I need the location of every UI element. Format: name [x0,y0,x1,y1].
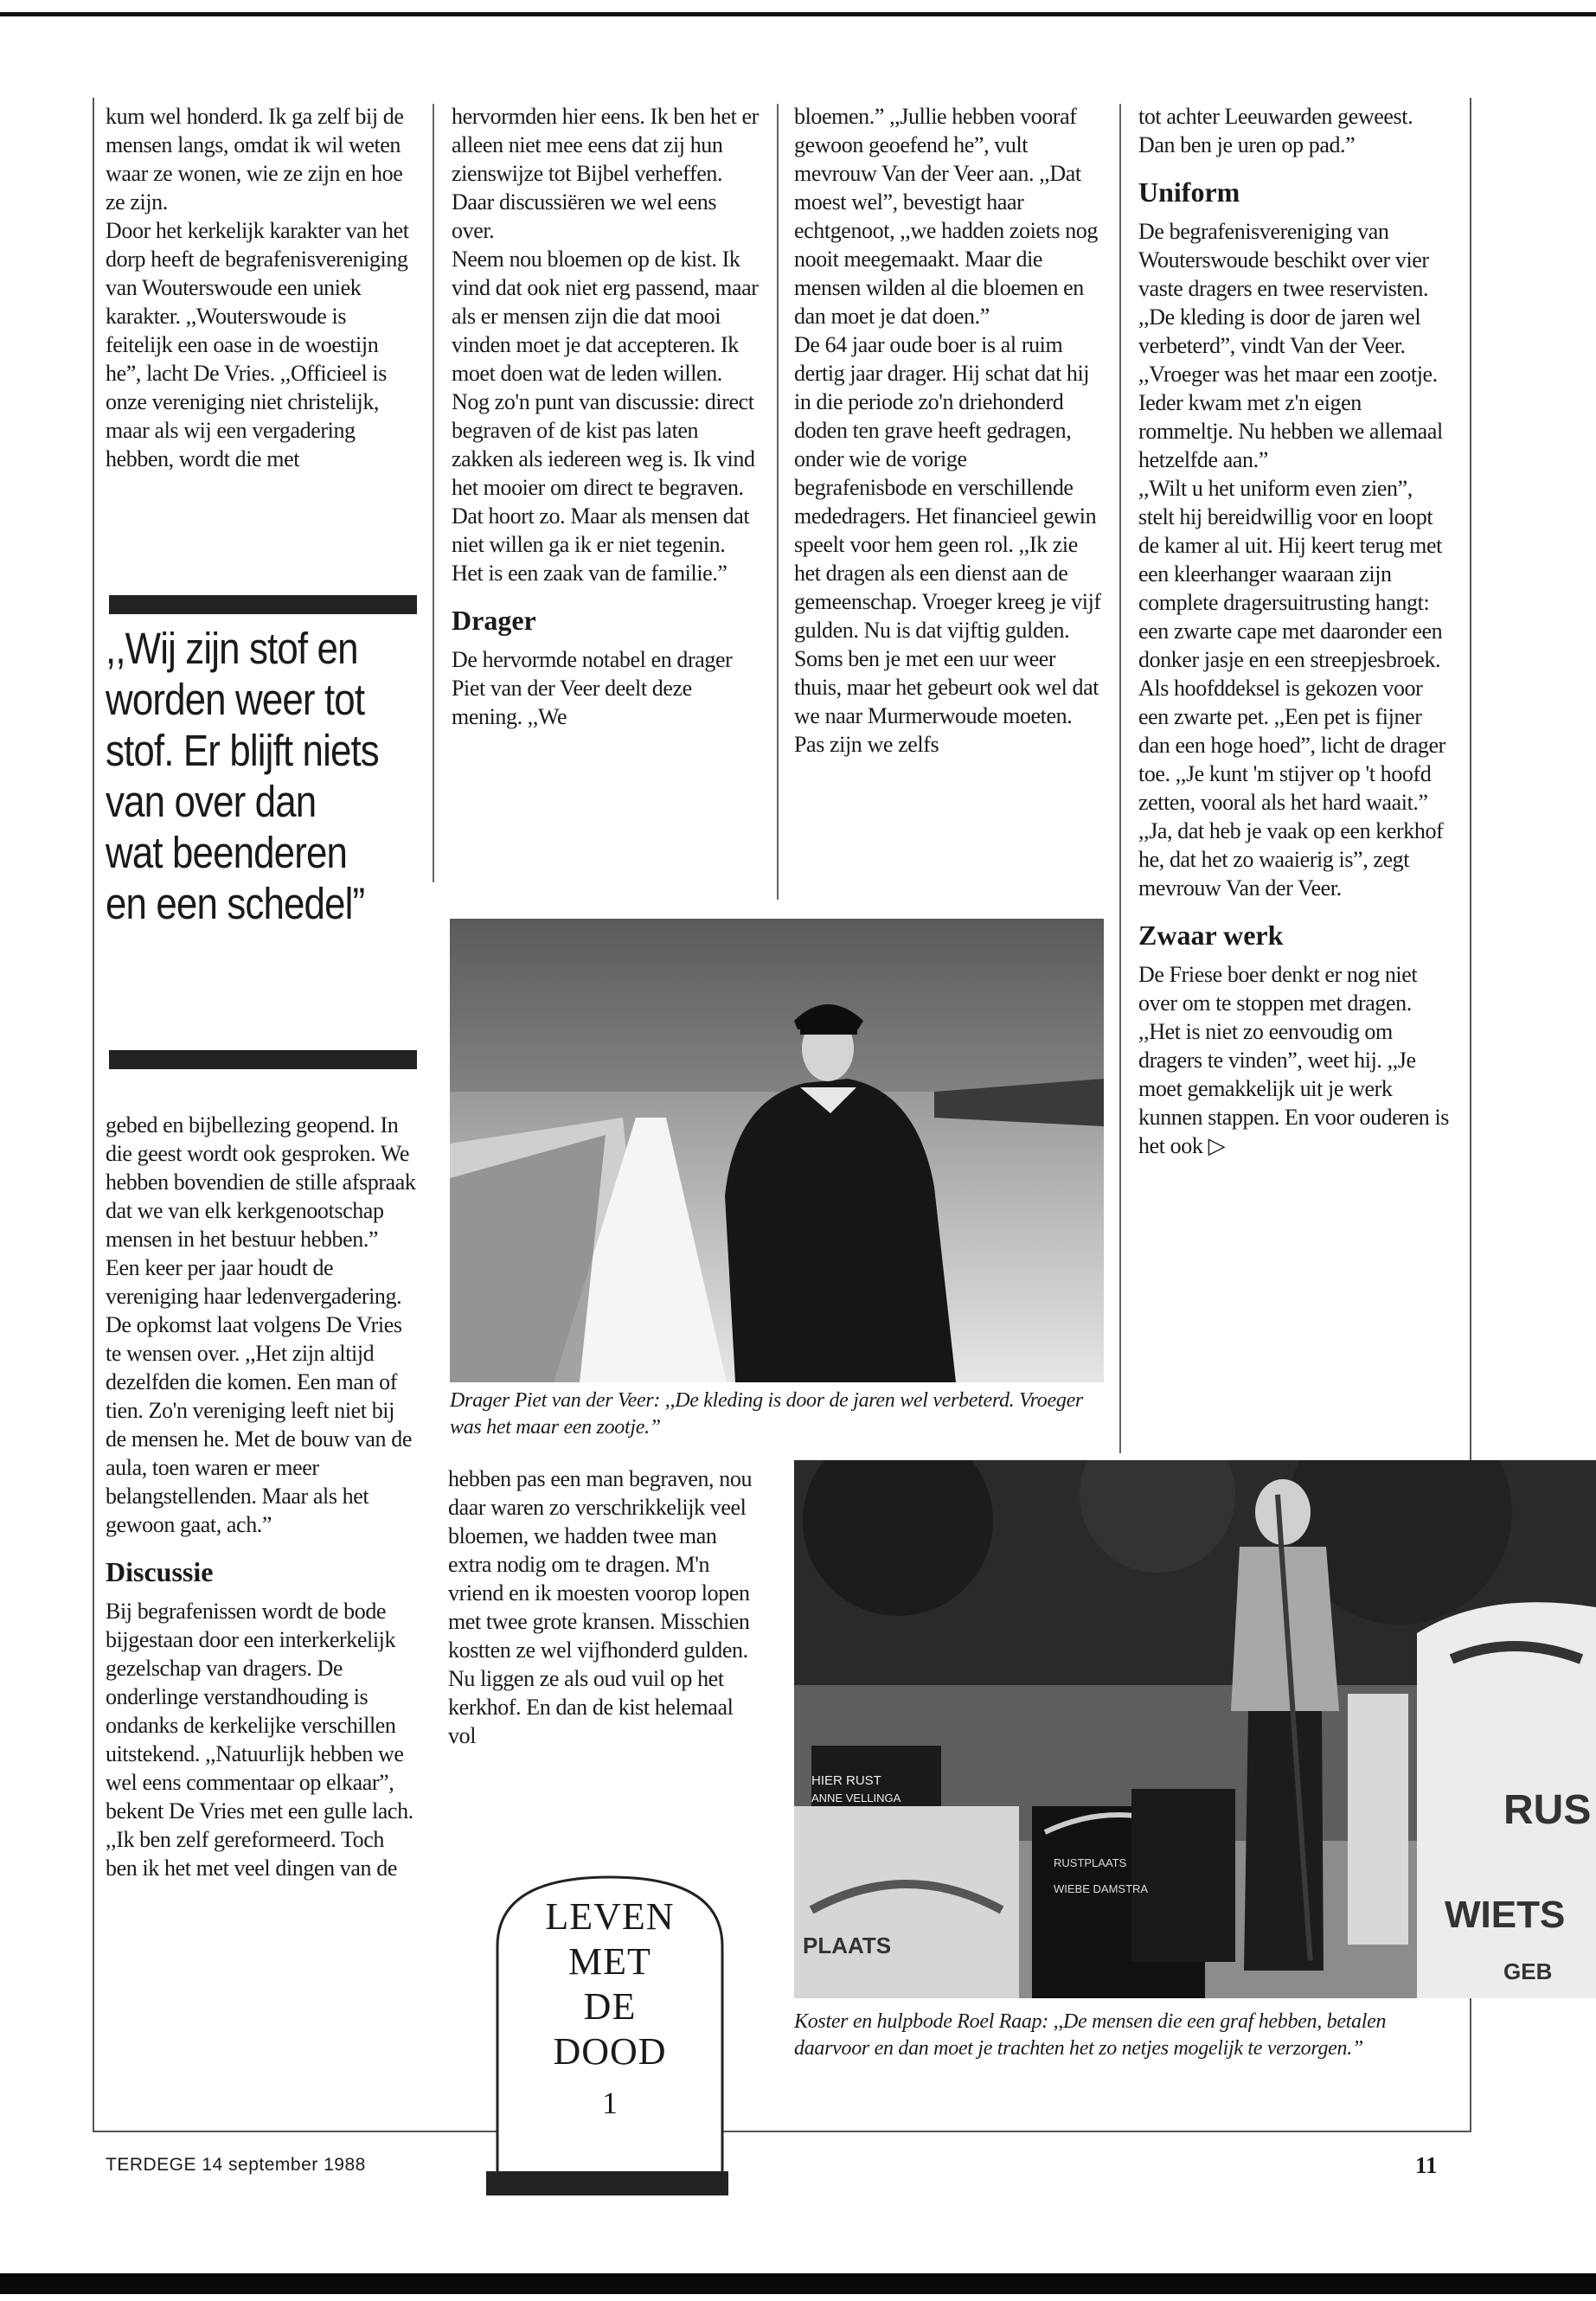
heading-drager: Drager [452,605,536,636]
gravestone-text: ANNE VELLINGA [811,1791,901,1804]
paragraph: hervormden hier eens. Ik ben het er alleen niet mee eens dat zij hun zienswijze tot Bijbel verheffen. Daar discussiëren we wel eens over. [452,104,759,243]
pull-quote-top-bar [109,595,417,614]
pull-quote: ,,Wij zijn stof en worden weer tot stof. Er blijft niets van over dan wat beenderen en een schedel” [106,624,379,928]
series-title-line: DOOD [553,2030,667,2073]
paragraph: Neem nou bloemen op de kist. Ik vind dat ook niet erg passend, maar als er mensen zijn die dat mooi vinden moet je dat accepteren. Ik moet doen wat de leden willen. Nog zo'n punt van discussie: direct begraven of de kist pas laten zakken als iedereen weg is. Ik vind het mooier om direct te begraven. Dat hoort zo. Maar als mensen dat niet willen ga ik er niet tegenin. Het is een zaak van de familie.” [452,247,759,586]
paragraph: tot achter Leeuwarden geweest. Dan ben je uren op pad.” [1138,104,1413,157]
series-number: 1 [602,2086,618,2120]
column-divider [433,104,434,882]
gravestone-text: WIETS [1445,1894,1566,1936]
gravestone-text: RUSTPLAATS [1054,1856,1127,1869]
column-3 [794,102,1102,759]
column-divider [777,104,779,900]
paragraph: hebben pas een man begraven, nou daar waren zo verschrikkelijk veel bloemen, we hadden twee man extra nodig om te dragen. M'n vriend en ik moesten voorop lopen met twee grote kransen. Misschien kostten ze wel vijfhonderd gulden. Nu liggen ze als oud vuil op het kerkhof. En dan de kist helemaal vol [448,1466,753,1748]
column-1-bottom [106,1111,417,1882]
paragraph: De Friese boer denkt er nog niet over om te stoppen met dragen. ,,Het is niet zo eenvoudig om dragers te vinden”, weet hij. ,,Je moet gemakkelijk uit je werk kunnen stappen. En voor ouderen is het ook ▷ [1138,962,1449,1158]
footer-publication: TERDEGE 14 september 1988 [106,2155,366,2175]
top-rule [0,12,1596,16]
paragraph: De hervormde notabel en drager Piet van der Veer deelt deze mening. ,,We [452,647,733,729]
series-title-line: DE [583,1985,637,2028]
paragraph: De begrafenisvereniging van Wouterswoude beschikt over vier vaste dragers en twee reservisten. ,,De kleding is door de jaren wel verbeterd”, vindt Van der Veer. ,,Vroeger was het maar een zootje. Ieder kwam met z'n eigen rommeltje. Nu hebben we allemaal hetzelfde aan.” [1138,219,1443,472]
paragraph: ,,Wilt u het uniform even zien”, stelt hij bereidwillig voor en loopt de kamer al uit. Hij keert terug met een kleerhanger waaraan zijn complete dragersuitrusting hangt: een zwarte cape met daaronder een donker jasje en een streepjesbroek. Als hoofddeksel is gekozen voor een zwarte pet. ,,Een pet is fijner dan een hoge hoed”, licht de drager toe. ,,Je kunt 'm stijver op 't hoofd zetten, vooral als het hard waait.” ,,Ja, dat heb je vaak op een kerkhof he, dat het zo waaierig is”, zegt mevrouw Van der Veer. [1138,476,1445,901]
column-2-top [452,102,760,731]
gravestone-text: HIER RUST [811,1773,881,1788]
caption-photo-2: Koster en hulpbode Roel Raap: ,,De mensen die een graf hebben, betalen daarvoor en dan moet je trachten het zo netjes mogelijk te verzorgen.” [794,2010,1387,2060]
column-1-top [106,102,417,473]
gravestone-text: WIEBE DAMSTRA [1054,1882,1149,1895]
paragraph: De 64 jaar oude boer is al ruim dertig jaar drager. Hij schat dat hij in die periode zo'n driehonderd doden ten grave heeft gedragen, onder wie de vorige begrafenisbode en verschillende mededragers. Het financieel gewin speelt voor hem geen rol. ,,Ik zie het dragen als een dienst aan de gemeenschap. Vroeger kreeg je vijf gulden. Nu is dat vijftig gulden. Soms ben je met een uur weer thuis, maar het gebeurt ook wel dat we naar Murmerwoude moeten. Pas zijn we zelfs [794,332,1101,757]
series-title [489,1894,731,2074]
gravestone-text: PLAATS [803,1932,892,1958]
heading-uniform: Uniform [1138,176,1240,208]
pull-quote-bottom-bar [109,1050,417,1069]
footer-page-number: 11 [1415,2152,1438,2178]
bottom-rule [0,2273,1596,2294]
photo-drager-image [450,919,1104,1382]
column-divider [1119,104,1121,1453]
column-4 [1138,102,1450,1160]
photo-koster-roel-raap [794,1460,1596,1998]
gravestone-text: GEB [1503,1958,1553,1984]
gravestone-text: RUS [1503,1787,1592,1833]
heading-discussie: Discussie [106,1556,214,1587]
photo-koster-image [794,1460,1596,1998]
series-title-line: MET [568,1940,651,1983]
heading-zwaar-werk: Zwaar werk [1138,920,1284,951]
series-title-line: LEVEN [545,1895,675,1938]
paragraph: kum wel honderd. Ik ga zelf bij de mensen langs, omdat ik wil weten waar ze wonen, wie ze zijn en hoe ze zijn. [106,104,404,215]
paragraph: Door het kerkelijk karakter van het dorp heeft de begrafenisvereniging van Wouterswoude een uniek karakter. ,,Wouterswoude is feitelijk een oase in de woestijn he”, lacht De Vries. ,,Officieel is onze vereniging niet christelijk, maar als wij een vergadering hebben, wordt die met [106,218,409,471]
column-2-bottom [448,1465,760,1750]
paragraph: Bij begrafenissen wordt de bode bijgestaan door een interkerkelijk gezelschap van dragers. De onderlinge verstandhouding is ondanks de kerkelijke verschillen uitstekend. ,,Natuurlijk hebben we wel eens commentaar op elkaar”, bekent De Vries met een gulle lach. ,,Ik ben zelf gereformeerd. Toch ben ik het met veel dingen van de [106,1599,413,1881]
caption-photo-1: Drager Piet van der Veer: ,,De kleding is door de jaren wel verbeterd. Vroeger was het maar een zootje.” [450,1389,1083,1439]
series-gravestone-base [486,2171,728,2195]
paragraph: gebed en bijbellezing geopend. In die geest wordt ook gesproken. We hebben bovendien de stille afspraak dat we van elk kerkgenootschap mensen in het bestuur hebben.” [106,1112,416,1252]
paragraph: bloemen.” ,,Jullie hebben vooraf gewoon geoefend he”, vult mevrouw Van der Veer aan. ,,Dat moest wel”, bevestigt haar echtgenoot, ,,we hadden zoiets nog nooit meegemaakt. Maar die mensen wilden al die bloemen en dan moet je dat doen.” [794,104,1099,329]
paragraph: Een keer per jaar houdt de vereniging haar ledenvergadering. De opkomst laat volgens De Vries te wensen over. ,,Het zijn altijd dezelfden die komen. Een man of tien. Zo'n vereniging leeft niet bij de mensen he. Met de bouw van de aula, toen waren er meer belangstellenden. Maar als het gewoon gaat, ach.” [106,1255,412,1537]
photo-drager-piet-van-der-veer [450,919,1104,1382]
